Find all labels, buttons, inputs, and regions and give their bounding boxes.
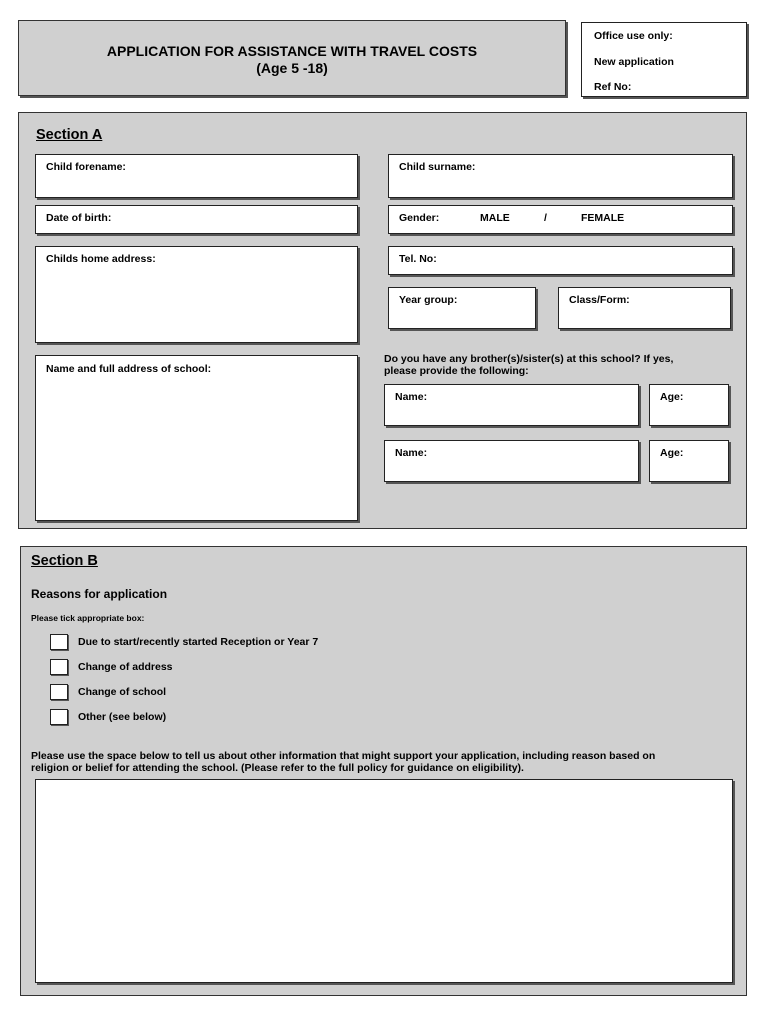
office-ref-no: Ref No: bbox=[594, 81, 632, 93]
reason-checkbox[interactable] bbox=[50, 634, 68, 650]
school-address-label: Name and full address of school: bbox=[46, 363, 212, 375]
child-forename-label: Child forename: bbox=[46, 161, 126, 173]
sibling-name-label: Name: bbox=[395, 447, 428, 459]
additional-info-instructions bbox=[31, 750, 655, 774]
home-address-field[interactable] bbox=[35, 246, 358, 343]
sibling-name-field[interactable] bbox=[384, 440, 639, 482]
tick-instruction: Please tick appropriate box: bbox=[31, 613, 145, 623]
office-use-box bbox=[581, 22, 747, 97]
home-address-label: Childs home address: bbox=[46, 253, 156, 265]
reason-checkbox[interactable] bbox=[50, 659, 68, 675]
sibling-age-label: Age: bbox=[660, 391, 684, 403]
child-forename-field[interactable] bbox=[35, 154, 358, 198]
sibling-name-label: Name: bbox=[395, 391, 428, 403]
school-address-field[interactable] bbox=[35, 355, 358, 521]
siblings-question bbox=[384, 353, 673, 377]
header-title-box bbox=[18, 20, 566, 96]
child-surname-label: Child surname: bbox=[399, 161, 476, 173]
office-new-application: New application bbox=[594, 56, 674, 68]
sibling-name-field[interactable] bbox=[384, 384, 639, 426]
date-of-birth-label: Date of birth: bbox=[46, 212, 112, 224]
siblings-question-line1: Do you have any brother(s)/sister(s) at this school? If yes, bbox=[384, 353, 674, 365]
section-a-panel bbox=[18, 112, 747, 529]
form-title-line2: (Age 5 -18) bbox=[256, 60, 328, 76]
section-b-panel bbox=[20, 546, 747, 996]
reason-option-label: Change of school bbox=[78, 686, 167, 698]
reason-option-label: Change of address bbox=[78, 661, 173, 673]
date-of-birth-field[interactable] bbox=[35, 205, 358, 234]
reason-checkbox[interactable] bbox=[50, 684, 68, 700]
reasons-subheading: Reasons for application bbox=[31, 587, 168, 601]
additional-info-line2: religion or belief for attending the school. (Please refer to the full policy for guidance on eligibility). bbox=[31, 762, 524, 774]
reason-option-label: Due to start/recently started Reception or Year 7 bbox=[78, 636, 319, 648]
year-group-field[interactable] bbox=[388, 287, 536, 329]
gender-label: Gender: bbox=[399, 212, 440, 224]
tel-no-field[interactable] bbox=[388, 246, 733, 275]
form-title bbox=[19, 43, 565, 77]
gender-separator: / bbox=[544, 212, 547, 224]
tel-no-label: Tel. No: bbox=[399, 253, 437, 265]
section-b-heading: Section B bbox=[31, 553, 98, 569]
class-form-label: Class/Form: bbox=[569, 294, 630, 306]
year-group-label: Year group: bbox=[399, 294, 458, 306]
gender-male-option[interactable]: MALE bbox=[480, 212, 510, 224]
class-form-field[interactable] bbox=[558, 287, 731, 329]
additional-info-line1: Please use the space below to tell us about other information that might support your application, including reason based on bbox=[31, 750, 656, 762]
child-surname-field[interactable] bbox=[388, 154, 733, 198]
gender-female-option[interactable]: FEMALE bbox=[581, 212, 625, 224]
siblings-question-line2: please provide the following: bbox=[384, 365, 529, 377]
office-use-heading: Office use only: bbox=[594, 30, 673, 42]
sibling-age-field[interactable] bbox=[649, 440, 729, 482]
section-a-heading: Section A bbox=[36, 127, 103, 143]
reason-checkbox[interactable] bbox=[50, 709, 68, 725]
reason-option-label: Other (see below) bbox=[78, 711, 167, 723]
sibling-age-field[interactable] bbox=[649, 384, 729, 426]
form-title-line1: APPLICATION FOR ASSISTANCE WITH TRAVEL COSTS bbox=[106, 43, 478, 59]
gender-field[interactable] bbox=[388, 205, 733, 234]
additional-info-textarea[interactable] bbox=[35, 779, 733, 983]
sibling-age-label: Age: bbox=[660, 447, 684, 459]
